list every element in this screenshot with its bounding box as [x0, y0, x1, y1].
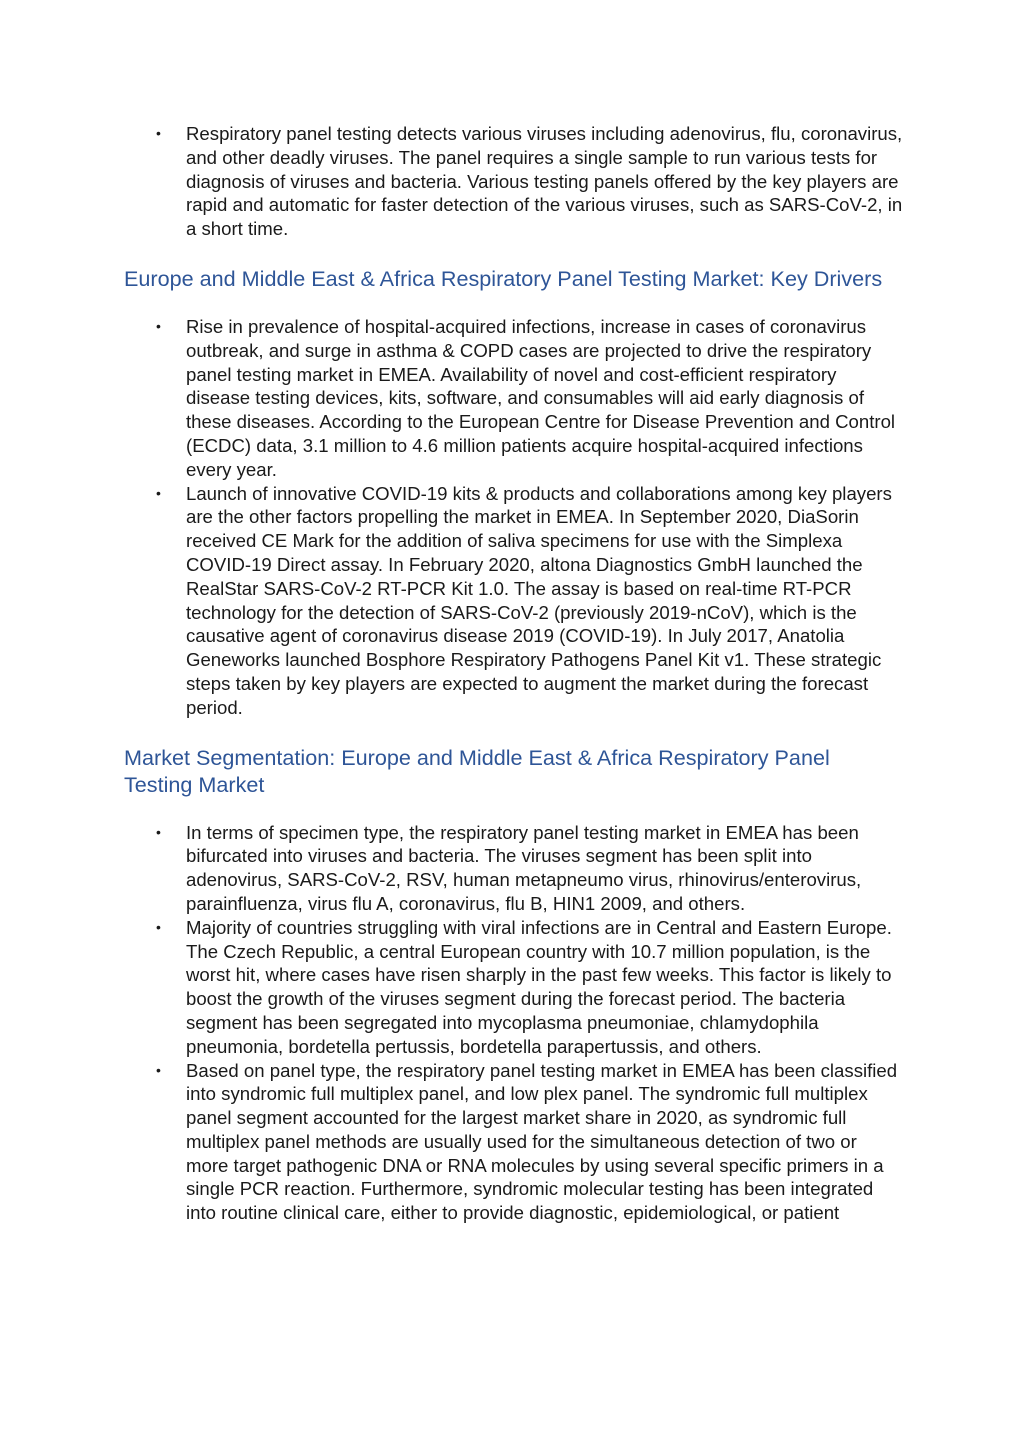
list-item-text: Rise in prevalence of hospital-acquired infections, increase in cases of coronavirus outbreak, and surge in asthma & COPD cases are projected to drive the respiratory panel testing market in EMEA. Availability of novel and cost-efficient respiratory disease testing devices, kits, software, and consumables will aid early diagnosis of these diseases. According to the European Centre for Disease Prevention and Control (ECDC) data, 3.1 million to 4.6 million patients acquire hospital-acquired infections every year. — [186, 315, 896, 480]
bullet-icon: • — [156, 125, 161, 141]
list-item-text: In terms of specimen type, the respiratory panel testing market in EMEA has been bifurcated into viruses and bacteria. The viruses segment has been split into adenovirus, SARS-CoV-2, RSV, human metapneumo virus, rhinovirus/enterovirus, parainfluenza, virus flu A, coronavirus, flu B, HIN1 2009, and others. — [186, 821, 862, 914]
document-page — [124, 122, 904, 1225]
bullet-icon: • — [156, 918, 161, 935]
list-item — [156, 916, 904, 1059]
list-item — [156, 122, 904, 241]
key-drivers-bullet-list — [124, 315, 904, 720]
bullet-icon: • — [156, 1061, 161, 1078]
bullet-icon: • — [156, 823, 161, 840]
section-heading-market-segmentation: Market Segmentation: Europe and Middle East & Africa Respiratory Panel Testing Market — [124, 744, 830, 797]
bullet-icon: • — [156, 484, 161, 501]
section-heading-key-drivers: Europe and Middle East & Africa Respiratory Panel Testing Market: Key Drivers — [124, 265, 883, 291]
bullet-icon: • — [156, 317, 161, 334]
list-item-text: Based on panel type, the respiratory panel testing market in EMEA has been classified into syndromic full multiplex panel, and low plex panel. The syndromic full multiplex panel segment accounted for the largest market share in 2020, as syndromic full multiplex panel methods are usually used for the simultaneous detection of two or more target pathogenic DNA or RNA molecules by using several specific primers in a single PCR reaction. Furthermore, syndromic molecular testing has been integrated into routine clinical care, either to provide diagnostic, epidemiological, or patient — [186, 1059, 898, 1224]
list-item — [156, 1059, 904, 1226]
list-item — [156, 821, 904, 916]
list-item-text: Majority of countries struggling with viral infections are in Central and Eastern Europe. The Czech Republic, a central European country with 10.7 million population, is the worst hit, where cases have risen sharply in the past few weeks. This factor is likely to boost the growth of the viruses segment during the forecast period. The bacteria segment has been segregated into mycoplasma pneumoniae, chlamydophila pneumonia, bordetella pertussis, bordetella parapertussis, and others. — [186, 916, 892, 1057]
list-item — [156, 482, 904, 720]
segmentation-bullet-list — [124, 821, 904, 1226]
intro-bullet-list — [124, 122, 904, 241]
list-item-text: Respiratory panel testing detects various viruses including adenovirus, flu, coronavirus, and other deadly viruses. The panel requires a single sample to run various tests for diagnosis of viruses and bacteria. Various testing panels offered by the key players are rapid and automatic for faster detection of the various viruses, such as SARS-CoV-2, in a short time. — [186, 123, 903, 240]
list-item-text: Launch of innovative COVID-19 kits & products and collaborations among key players are the other factors propelling the market in EMEA. In September 2020, DiaSorin received CE Mark for the addition of saliva specimens for use with the Simplexa COVID-19 Direct assay. In February 2020, altona Diagnostics GmbH launched the RealStar SARS-CoV-2 RT-PCR Kit 1.0. The assay is based on real-time RT-PCR technology for the detection of SARS-CoV-2 (previously 2019-nCoV), which is the causative agent of coronavirus disease 2019 (COVID-19). In July 2017, Anatolia Geneworks launched Bosphore Respiratory Pathogens Panel Kit v1. These strategic steps taken by key players are expected to augment the market during the forecast period. — [186, 482, 892, 718]
list-item — [156, 315, 904, 482]
